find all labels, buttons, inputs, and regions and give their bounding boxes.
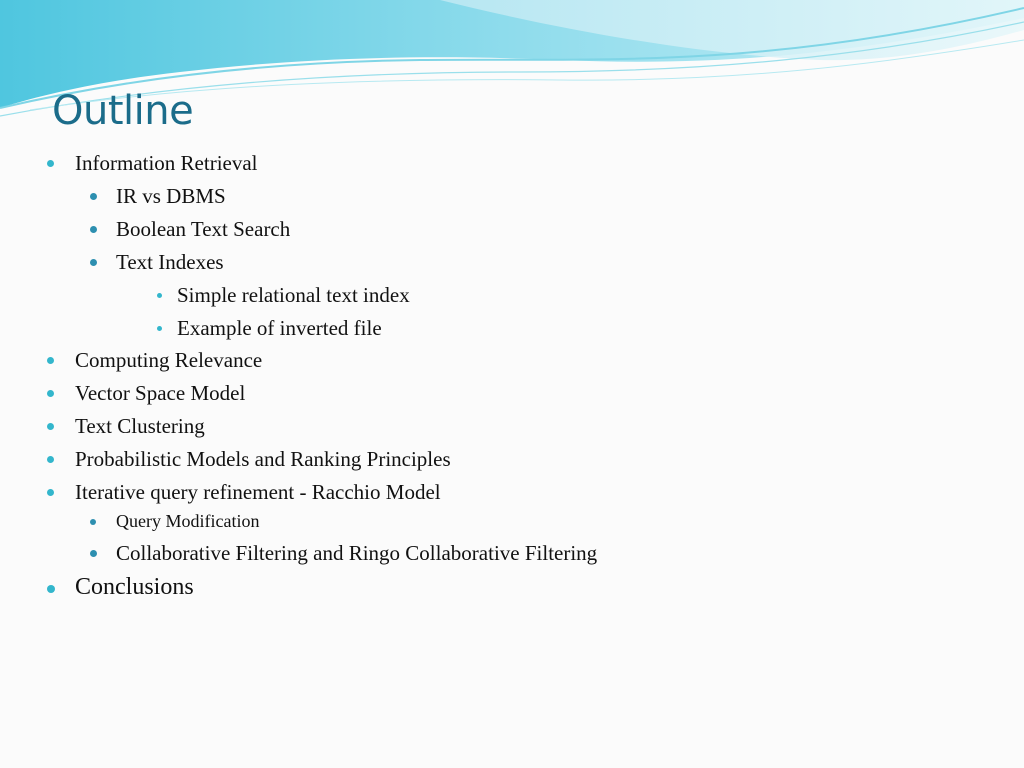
list-item-text: Conclusions	[75, 574, 194, 600]
list-item-text: Collaborative Filtering and Ringo Collaborative Filtering	[116, 541, 598, 565]
bullet-icon	[47, 390, 54, 397]
bullet-icon	[47, 357, 54, 364]
bullet-icon	[90, 193, 97, 200]
bullet-icon	[90, 226, 97, 233]
list-item	[75, 151, 258, 176]
list-item	[116, 217, 290, 242]
list-item	[116, 184, 226, 209]
bullet-icon	[157, 293, 162, 298]
list-item	[75, 414, 205, 439]
list-item-text: Boolean Text Search	[116, 217, 291, 241]
list-item	[75, 574, 194, 601]
bullet-icon	[47, 456, 54, 463]
list-item-text: Example of inverted file	[177, 316, 382, 340]
list-item-text: Query Modification	[116, 511, 260, 531]
list-item-text: Computing Relevance	[75, 348, 263, 372]
bullet-icon	[47, 585, 55, 593]
list-item	[75, 348, 262, 373]
list-item-text: IR vs DBMS	[116, 184, 226, 208]
list-item	[116, 541, 597, 566]
list-item	[75, 480, 441, 505]
bullet-icon	[90, 550, 97, 557]
list-item	[116, 511, 259, 532]
bullet-icon	[157, 326, 162, 331]
list-item	[75, 381, 245, 406]
list-item-text: Probabilistic Models and Ranking Principles	[75, 447, 451, 471]
list-item-text: Simple relational text index	[177, 283, 410, 307]
bullet-icon	[90, 519, 96, 525]
list-item-text: Text Indexes	[116, 250, 224, 274]
list-item	[177, 316, 382, 341]
list-item-text: Vector Space Model	[75, 381, 246, 405]
list-item-text: Text Clustering	[75, 414, 205, 438]
list-item	[75, 447, 451, 472]
list-item	[177, 283, 410, 308]
slide-title: Outline	[52, 88, 194, 134]
bullet-icon	[90, 259, 97, 266]
bullet-icon	[47, 489, 54, 496]
list-item-text: Information Retrieval	[75, 151, 258, 175]
list-item-text: Iterative query refinement - Racchio Model	[75, 480, 441, 504]
list-item	[116, 250, 224, 275]
bullet-icon	[47, 160, 54, 167]
bullet-icon	[47, 423, 54, 430]
